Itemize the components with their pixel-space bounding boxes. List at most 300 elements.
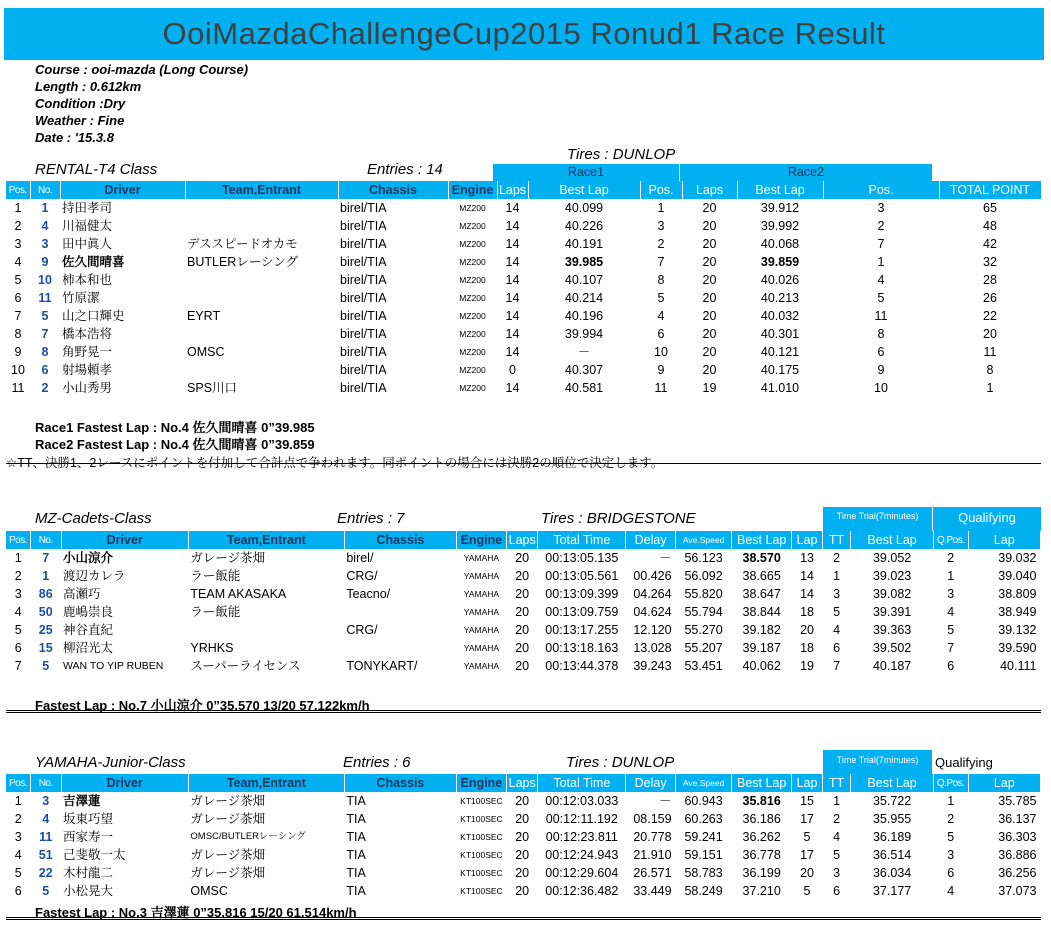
- ave-speed-cell: 55.270: [684, 623, 723, 637]
- tt-best-lap-cell: 36.034: [872, 866, 912, 880]
- laps-cell: 14: [505, 273, 520, 287]
- car-number-cell: 5: [42, 659, 50, 673]
- info-condition: Condition :Dry: [35, 96, 126, 111]
- s3-col-header: Chassis: [344, 774, 456, 792]
- chassis-cell: [344, 639, 456, 657]
- lap-cell: 18: [800, 605, 814, 619]
- best-lap-cell: 36.262: [742, 830, 781, 844]
- best-lap-cell: 37.210: [742, 884, 781, 898]
- s3-tt-header: Time Trial(7minutes): [823, 750, 932, 774]
- chassis-cell: TIA: [346, 812, 366, 826]
- laps-cell: 20: [702, 327, 717, 341]
- s2-col-header: Lap: [792, 531, 823, 549]
- tt-best-lap-cell: 39.502: [872, 641, 912, 655]
- ave-speed-cell: 58.783: [684, 866, 723, 880]
- s2-col-header: Q.Pos.: [933, 531, 968, 549]
- s2-col-header: Lap: [968, 531, 1040, 549]
- driver-cell: 己斐敬一太: [63, 848, 126, 862]
- laps-cell: 20: [515, 659, 530, 673]
- engine-cell: YAMAHA: [463, 625, 500, 635]
- laps-cell: 20: [515, 848, 530, 862]
- engine-cell: KT100SEC: [460, 850, 503, 860]
- qpos-cell: 7: [947, 641, 955, 655]
- s3-body: [6, 792, 1041, 900]
- tt-cell: 7: [833, 659, 841, 673]
- s1-col-header: Team,Entrant: [185, 181, 338, 199]
- tt-cell: 2: [833, 812, 841, 826]
- table-row: [6, 585, 1041, 603]
- pos-cell: 1: [14, 551, 22, 565]
- pos-cell: 4: [14, 605, 22, 619]
- driver-cell: 高瀬巧: [63, 587, 101, 601]
- total-point-cell: 32: [983, 255, 997, 269]
- engine-cell: MZ200: [459, 257, 486, 267]
- s3-col-header: Driver: [61, 774, 188, 792]
- s2-col-header: Chassis: [344, 531, 456, 549]
- qpos-cell: 2: [947, 551, 955, 565]
- table-row: [6, 271, 1041, 289]
- car-number-cell: 1: [42, 569, 50, 583]
- table-row: [6, 217, 1041, 235]
- s3-col-header: No.: [30, 774, 61, 792]
- driver-cell: 佐久間晴喜: [62, 255, 125, 269]
- pos-cell: 3: [14, 830, 22, 844]
- table-row: [6, 235, 1041, 253]
- chassis-cell: birel/TIA: [340, 345, 387, 359]
- ave-speed-cell: 53.451: [684, 659, 723, 673]
- chassis-cell: birel/TIA: [340, 237, 387, 251]
- lap-cell: 15: [800, 794, 814, 808]
- driver-cell: WAN TO YIP RUBEN: [63, 660, 164, 672]
- s2-col-header: Team,Entrant: [188, 531, 344, 549]
- tt-cell: 6: [833, 641, 841, 655]
- q-lap-cell: 37.073: [998, 884, 1037, 898]
- lap-cell: 20: [800, 623, 814, 637]
- best-lap-cell: 40.099: [564, 201, 604, 215]
- engine-cell: KT100SEC: [460, 796, 503, 806]
- lap-cell: 14: [800, 569, 814, 583]
- info-weather: Weather : Fine: [35, 113, 125, 128]
- engine-cell: KT100SEC: [460, 886, 503, 896]
- team-cell: BUTLERレーシング: [187, 255, 299, 269]
- driver-cell: 田中眞人: [62, 237, 113, 251]
- car-number-cell: 22: [38, 866, 53, 880]
- car-number-cell: 10: [38, 273, 52, 287]
- s2-col-header: Total Time: [538, 531, 626, 549]
- chassis-cell: birel/TIA: [340, 291, 387, 305]
- tt-best-lap-cell: 36.189: [872, 830, 912, 844]
- best-lap-cell: 40.032: [760, 309, 800, 323]
- ave-speed-cell: 60.943: [684, 794, 723, 808]
- best-lap-cell: 40.175: [760, 363, 800, 377]
- q-lap-cell: 38.809: [998, 587, 1037, 601]
- driver-cell: 橋本浩将: [62, 327, 113, 341]
- tt-cell: 3: [833, 587, 841, 601]
- best-lap-cell: 36.186: [742, 812, 781, 826]
- total-point-cell: 28: [983, 273, 997, 287]
- team-cell: OMSC: [187, 345, 225, 359]
- best-lap-cell: 36.778: [742, 848, 781, 862]
- engine-cell: YAMAHA: [463, 607, 500, 617]
- s2-tires: Tires : BRIDGESTONE: [541, 510, 696, 527]
- pos-cell: 7: [657, 255, 665, 269]
- chassis-cell: birel/TIA: [340, 255, 387, 269]
- best-lap-cell: 39.182: [742, 623, 781, 637]
- driver-cell: 角野晃一: [62, 345, 113, 359]
- chassis-cell: birel/TIA: [340, 327, 387, 341]
- table-row: [6, 325, 1041, 343]
- q-lap-cell: 35.785: [998, 794, 1037, 808]
- pos-cell: 8: [14, 327, 22, 341]
- pos-cell: 9: [877, 363, 885, 377]
- tt-cell: 1: [833, 569, 841, 583]
- qpos-cell: 4: [947, 605, 955, 619]
- chassis-cell: TIA: [346, 848, 366, 862]
- pos-cell: 5: [14, 273, 22, 287]
- engine-cell: YAMAHA: [463, 643, 500, 653]
- total-point-cell: 22: [983, 309, 997, 323]
- s2-col-header: Ave.Speed: [676, 531, 732, 549]
- q-lap-cell: 36.256: [998, 866, 1037, 880]
- car-number-cell: 2: [41, 381, 49, 395]
- pos-cell: 2: [877, 219, 885, 233]
- table-row: [6, 307, 1041, 325]
- driver-cell: 吉澤蓮: [63, 794, 101, 808]
- ave-speed-cell: 56.123: [684, 551, 723, 565]
- tt-best-lap-cell: 40.187: [872, 659, 912, 673]
- qpos-cell: 5: [947, 830, 955, 844]
- laps-cell: 14: [505, 237, 520, 251]
- s3-class-name: YAMAHA-Junior-Class: [35, 754, 186, 771]
- table-row: [6, 603, 1041, 621]
- table-row: [6, 846, 1041, 864]
- s2-col-header: Pos.: [6, 531, 30, 549]
- best-lap-cell: 40.107: [564, 273, 604, 287]
- table-row: [6, 549, 1041, 567]
- team-cell: EYRT: [187, 309, 221, 323]
- lap-cell: 20: [800, 866, 814, 880]
- table-row: [6, 199, 1041, 217]
- q-lap-cell: 36.137: [998, 812, 1037, 826]
- chassis-cell: birel/TIA: [340, 273, 387, 287]
- s1-col-header: TOTAL POINT: [939, 181, 1041, 199]
- laps-cell: 20: [515, 551, 530, 565]
- best-lap-cell: 40.068: [760, 237, 800, 251]
- chassis-cell: birel/TIA: [340, 381, 387, 395]
- delay-cell: 20.778: [633, 830, 672, 844]
- s3-qualifying-header: Qualifying: [935, 755, 993, 770]
- engine-cell: YAMAHA: [463, 571, 500, 581]
- s3-rule: [6, 917, 1041, 920]
- team-cell: ガレージ茶畑: [190, 794, 266, 808]
- total-time-cell: 00:12:36.482: [545, 884, 619, 898]
- lap-cell: 5: [803, 830, 811, 844]
- laps-cell: 20: [515, 605, 530, 619]
- table-row: [6, 828, 1041, 846]
- best-lap-cell: 41.010: [760, 381, 800, 395]
- team-cell: OMSC/BUTLERレーシング: [190, 831, 306, 842]
- chassis-cell: birel/TIA: [340, 219, 387, 233]
- laps-cell: 14: [505, 201, 520, 215]
- s3-results-table: [6, 774, 1041, 900]
- s2-header-row: [6, 531, 1041, 549]
- best-lap-cell: 40.307: [564, 363, 604, 377]
- q-lap-cell: 39.032: [998, 551, 1037, 565]
- delay-cell: 04.264: [633, 587, 672, 601]
- team-cell: OMSC: [190, 884, 228, 898]
- table-row: [6, 792, 1041, 810]
- pos-cell: 8: [877, 327, 885, 341]
- car-number-cell: 5: [41, 309, 49, 323]
- total-time-cell: 00:12:23.811: [545, 830, 618, 844]
- table-row: [6, 289, 1041, 307]
- total-time-cell: 00:12:03.033: [545, 794, 619, 808]
- driver-cell: 川福健太: [62, 219, 113, 233]
- table-row: [6, 343, 1041, 361]
- team-cell: [185, 199, 338, 217]
- driver-cell: 鹿嶋崇良: [63, 605, 114, 619]
- engine-cell: KT100SEC: [460, 814, 503, 824]
- tt-best-lap-cell: 35.955: [872, 812, 912, 826]
- qpos-cell: 5: [947, 623, 955, 637]
- lap-cell: 13: [800, 551, 814, 565]
- driver-cell: 持田孝司: [62, 201, 113, 215]
- laps-cell: 14: [505, 345, 520, 359]
- delay-cell: －: [659, 794, 672, 808]
- team-cell: SPS川口: [187, 381, 238, 395]
- laps-cell: 0: [509, 363, 516, 377]
- s3-fastest: Fastest Lap : No.3 吉澤蓮 0”35.816 15/20 61.514km/h: [35, 905, 357, 920]
- laps-cell: 20: [702, 345, 717, 359]
- s1-col-header: Best Lap: [737, 181, 823, 199]
- pos-cell: 2: [14, 812, 22, 826]
- driver-cell: 神谷直紀: [63, 623, 114, 637]
- chassis-cell: TONYKART/: [346, 659, 418, 673]
- pos-cell: 9: [14, 345, 22, 359]
- team-cell: [188, 621, 344, 639]
- qpos-cell: 2: [947, 812, 955, 826]
- engine-cell: MZ200: [459, 203, 486, 213]
- pos-cell: 11: [874, 309, 888, 323]
- best-lap-cell: 39.994: [564, 327, 604, 341]
- chassis-cell: TIA: [346, 794, 366, 808]
- engine-cell: YAMAHA: [463, 553, 500, 563]
- s1-body: [6, 199, 1041, 397]
- s1-class-name: RENTAL-T4 Class: [35, 161, 158, 178]
- chassis-cell: birel/TIA: [340, 309, 387, 323]
- laps-cell: 19: [702, 381, 717, 395]
- engine-cell: KT100SEC: [460, 832, 503, 842]
- best-lap-cell: 40.026: [760, 273, 800, 287]
- qpos-cell: 6: [947, 659, 955, 673]
- s1-col-header: Pos.: [640, 181, 682, 199]
- total-time-cell: 00:12:11.192: [545, 812, 618, 826]
- team-cell: スーパーライセンス: [190, 659, 301, 673]
- pos-cell: 3: [14, 587, 22, 601]
- ave-speed-cell: 59.151: [684, 848, 723, 862]
- s2-col-header: Laps: [506, 531, 538, 549]
- s3-tires: Tires : DUNLOP: [566, 754, 675, 771]
- qpos-cell: 6: [947, 866, 955, 880]
- pos-cell: 7: [14, 309, 22, 323]
- laps-cell: 20: [515, 866, 530, 880]
- pos-cell: 6: [877, 345, 885, 359]
- table-row: [6, 864, 1041, 882]
- driver-cell: 小山涼介: [63, 551, 114, 565]
- qpos-cell: 1: [947, 794, 955, 808]
- driver-cell: 小山秀男: [62, 381, 113, 395]
- tt-best-lap-cell: 35.722: [872, 794, 912, 808]
- pos-cell: 1: [14, 794, 22, 808]
- pos-cell: 4: [877, 273, 885, 287]
- laps-cell: 14: [505, 381, 520, 395]
- chassis-cell: birel/: [346, 551, 374, 565]
- pos-cell: 6: [14, 884, 22, 898]
- pos-cell: 5: [657, 291, 665, 305]
- best-lap-cell: 39.859: [760, 255, 800, 269]
- s1-col-header: Laps: [682, 181, 737, 199]
- best-lap-cell: 39.985: [564, 255, 604, 269]
- best-lap-cell: 38.647: [742, 587, 781, 601]
- chassis-cell: TIA: [346, 866, 366, 880]
- tt-best-lap-cell: 39.023: [872, 569, 912, 583]
- pos-cell: 9: [657, 363, 665, 377]
- team-cell: [185, 361, 338, 379]
- engine-cell: MZ200: [459, 221, 486, 231]
- s3-col-header: Lap: [792, 774, 823, 792]
- s2-qualifying-header: Qualifying: [933, 507, 1041, 531]
- best-lap-cell: 39.992: [760, 219, 800, 233]
- driver-cell: 坂東巧望: [63, 812, 114, 826]
- car-number-cell: 11: [39, 830, 53, 844]
- car-number-cell: 4: [41, 219, 49, 233]
- laps-cell: 20: [515, 569, 530, 583]
- car-number-cell: 51: [38, 848, 53, 862]
- s2-body: [6, 549, 1041, 675]
- pos-cell: 4: [14, 848, 22, 862]
- table-row: [6, 621, 1041, 639]
- s2-results-table: [6, 531, 1041, 675]
- lap-cell: 5: [803, 884, 811, 898]
- car-number-cell: 86: [38, 587, 53, 601]
- best-lap-cell: 35.816: [742, 794, 781, 808]
- best-lap-cell: 40.301: [760, 327, 800, 341]
- engine-cell: KT100SEC: [460, 868, 503, 878]
- pos-cell: 3: [657, 219, 665, 233]
- engine-cell: MZ200: [459, 275, 486, 285]
- s1-col-header: Driver: [60, 181, 185, 199]
- car-number-cell: 8: [41, 345, 49, 359]
- table-row: [6, 379, 1041, 397]
- s1-col-header: Pos.: [6, 181, 30, 199]
- best-lap-cell: 40.581: [564, 381, 604, 395]
- car-number-cell: 4: [42, 812, 50, 826]
- laps-cell: 20: [515, 884, 530, 898]
- s2-col-header: Delay: [626, 531, 676, 549]
- lap-cell: 18: [800, 641, 814, 655]
- team-cell: [185, 325, 338, 343]
- s1-col-header: Laps: [498, 183, 527, 197]
- pos-cell: 5: [14, 866, 22, 880]
- s1-fastest-race1: Race1 Fastest Lap : No.4 佐久間晴喜 0”39.985: [35, 420, 315, 435]
- total-point-cell: 8: [986, 363, 994, 377]
- chassis-cell: [344, 603, 456, 621]
- best-lap-cell: 39.912: [760, 201, 800, 215]
- delay-cell: 00.426: [633, 569, 672, 583]
- best-lap-cell: 40.214: [564, 291, 604, 305]
- tt-best-lap-cell: 36.514: [872, 848, 912, 862]
- chassis-cell: birel/TIA: [340, 363, 387, 377]
- delay-cell: 08.159: [633, 812, 672, 826]
- pos-cell: 6: [14, 291, 22, 305]
- s1-results-table: [6, 181, 1042, 397]
- chassis-cell: birel/TIA: [340, 201, 387, 215]
- engine-cell: MZ200: [459, 311, 486, 321]
- s3-col-header: Lap: [968, 774, 1040, 792]
- laps-cell: 20: [702, 363, 717, 377]
- engine-cell: MZ200: [459, 383, 486, 393]
- best-lap-cell: 40.213: [760, 291, 800, 305]
- s2-fastest: Fastest Lap : No.7 小山涼介 0”35.570 13/20 57.122km/h: [35, 698, 370, 713]
- lap-cell: 19: [800, 659, 814, 673]
- best-lap-cell: 40.062: [742, 659, 781, 673]
- driver-cell: 木村龍二: [63, 866, 114, 880]
- pos-cell: 2: [657, 237, 665, 251]
- driver-cell: 竹原潔: [62, 291, 100, 305]
- s1-col-header: No.: [30, 181, 60, 199]
- laps-cell: 20: [515, 812, 530, 826]
- laps-cell: 14: [505, 291, 520, 305]
- total-point-cell: 20: [983, 327, 997, 341]
- laps-cell: 20: [702, 237, 717, 251]
- ave-speed-cell: 60.263: [684, 812, 723, 826]
- engine-cell: YAMAHA: [463, 661, 500, 671]
- s3-col-header: Ave.Speed: [676, 774, 732, 792]
- laps-cell: 14: [505, 309, 520, 323]
- s2-entries: Entries : 7: [337, 510, 405, 527]
- tt-cell: 1: [833, 794, 841, 808]
- qpos-cell: 4: [947, 884, 955, 898]
- pos-cell: 2: [14, 569, 22, 583]
- s1-col-header: Best Lap: [528, 181, 640, 199]
- laps-cell: 20: [515, 587, 530, 601]
- ave-speed-cell: 55.794: [684, 605, 723, 619]
- best-lap-cell: 40.226: [564, 219, 604, 233]
- lap-cell: 17: [800, 848, 814, 862]
- laps-cell: 20: [515, 794, 530, 808]
- s3-col-header: Engine: [456, 774, 506, 792]
- s1-col-header: Chassis: [338, 181, 448, 199]
- engine-cell: MZ200: [459, 329, 486, 339]
- pos-cell: 5: [877, 291, 885, 305]
- pos-cell: 4: [657, 309, 665, 323]
- info-course: Course : ooi-mazda (Long Course): [35, 62, 249, 77]
- team-cell: ガレージ茶畑: [190, 812, 266, 826]
- car-number-cell: 9: [41, 255, 49, 269]
- best-lap-cell: 38.570: [742, 551, 781, 565]
- s2-col-header: Driver: [61, 531, 188, 549]
- tt-best-lap-cell: 39.052: [872, 551, 912, 565]
- q-lap-cell: 36.886: [998, 848, 1037, 862]
- s3-col-header: Best Lap: [851, 774, 934, 792]
- s2-col-header: Best Lap: [732, 531, 792, 549]
- s2-col-header: TT: [822, 531, 851, 549]
- tt-cell: 3: [833, 866, 841, 880]
- delay-cell: －: [659, 551, 672, 565]
- laps-cell: 20: [702, 255, 717, 269]
- s3-col-header: Team,Entrant: [188, 774, 344, 792]
- delay-cell: 39.243: [633, 659, 672, 673]
